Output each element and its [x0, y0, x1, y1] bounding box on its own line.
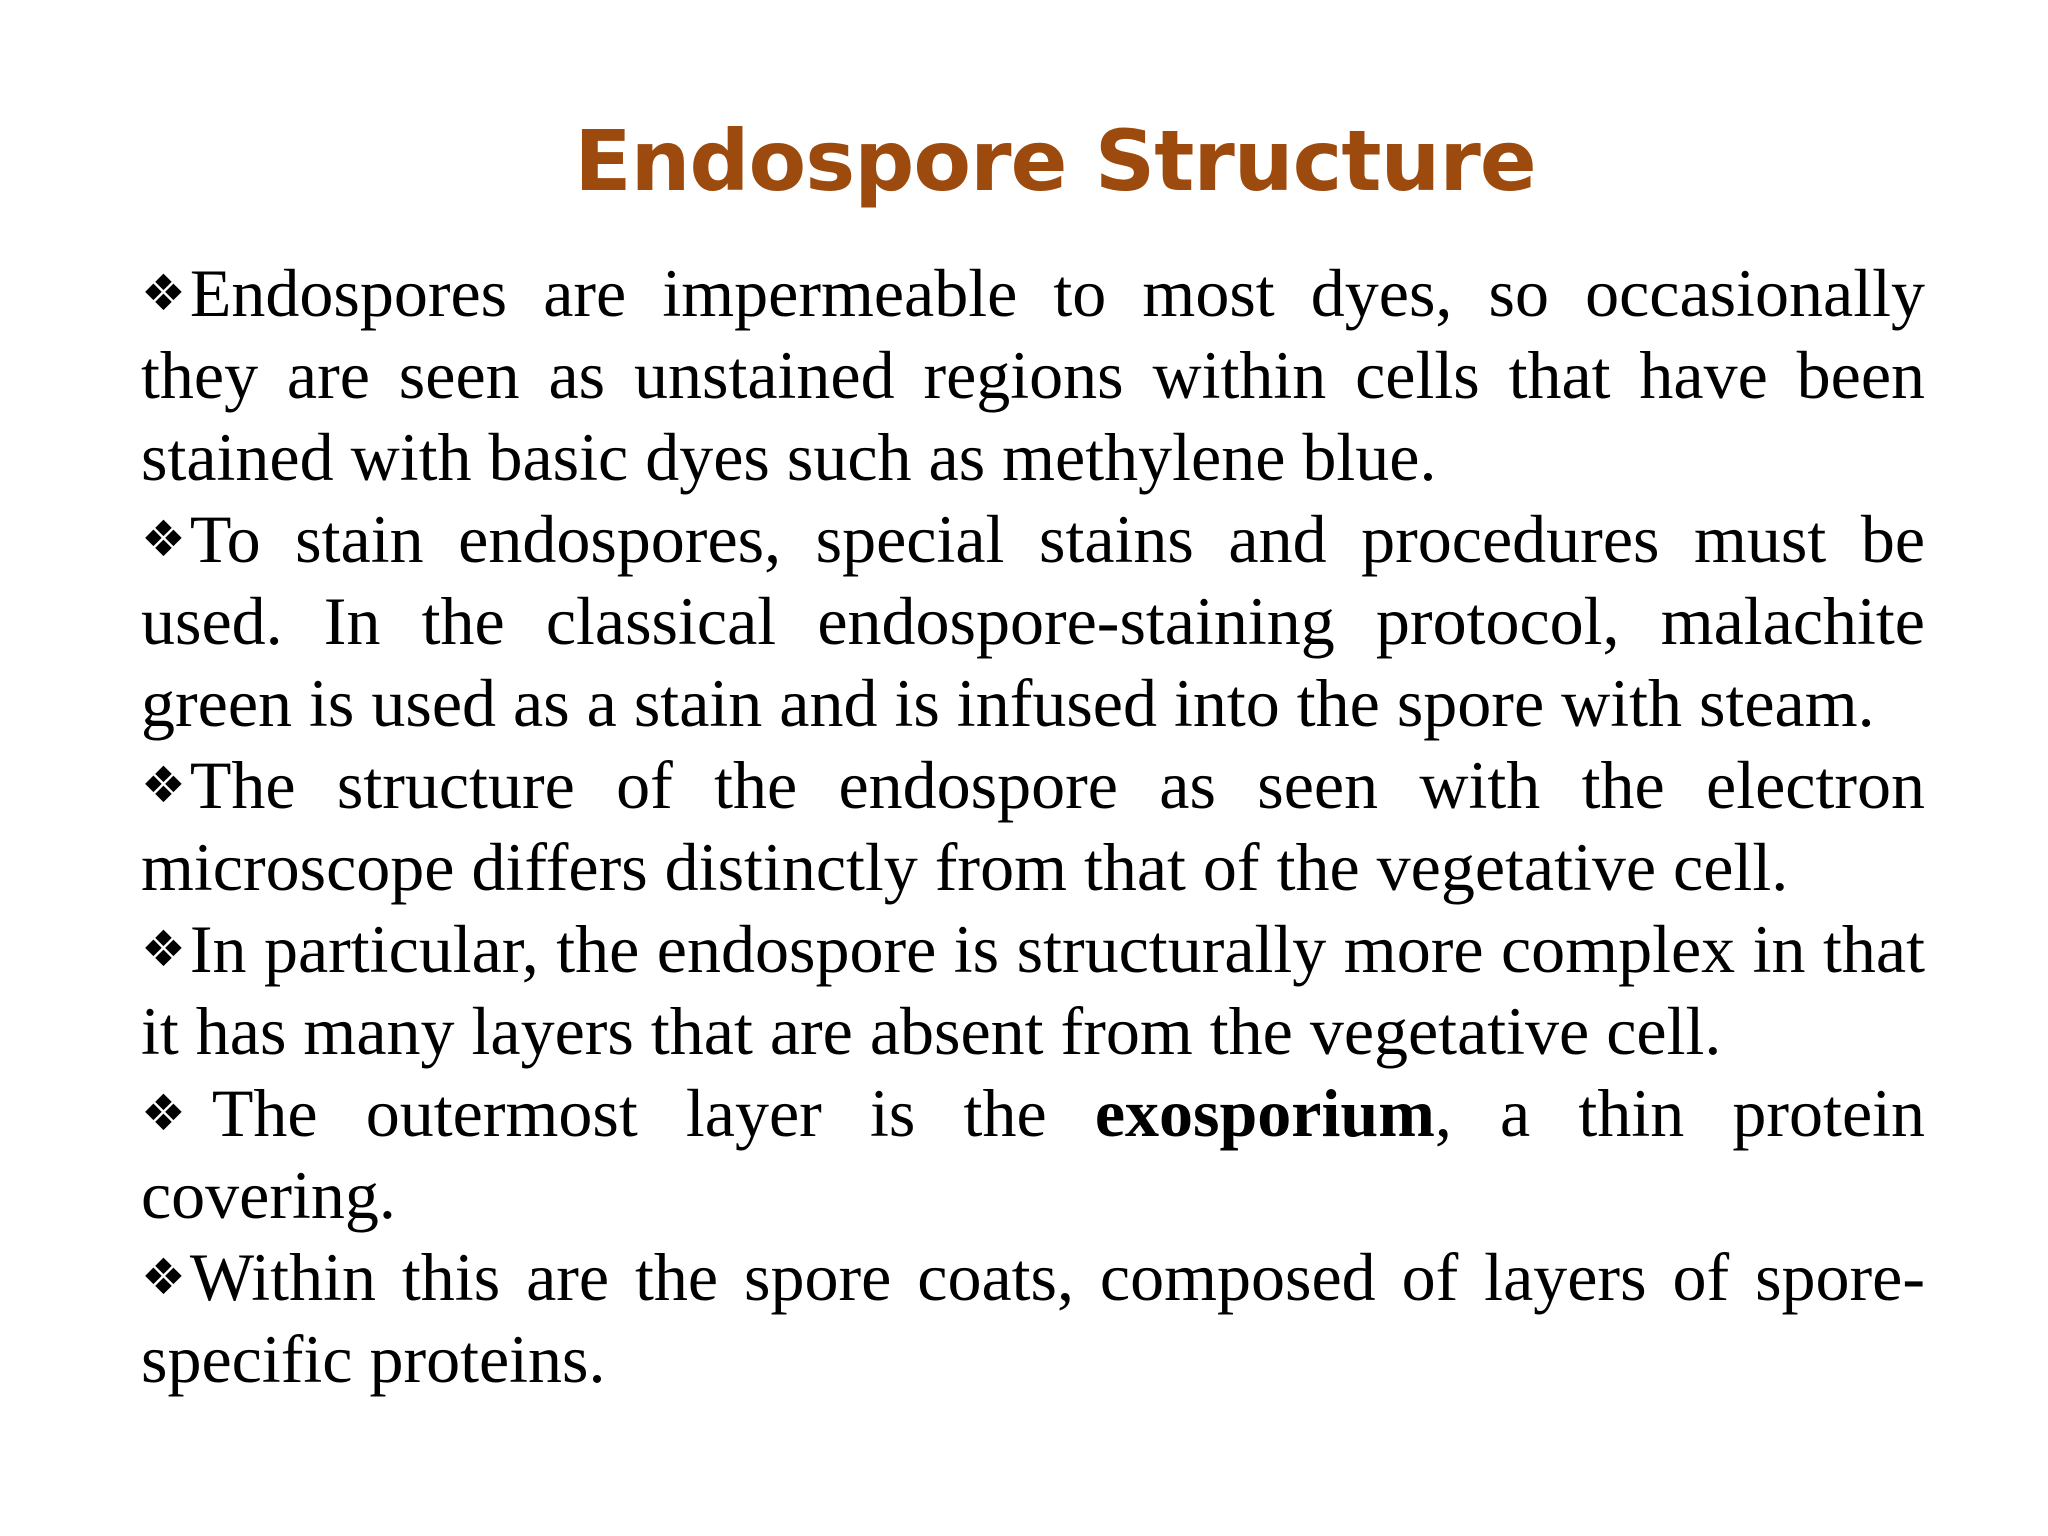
- diamond-bullet-icon: ❖: [141, 264, 186, 322]
- bullet-text: Within this are the spore coats, composed of layers of spore-specific proteins.: [141, 1239, 1925, 1397]
- bullet-point-2: [141, 498, 1925, 744]
- bullet-text: In particular, the endospore is structurally more complex in that it has many layers that are absent from the vegetative cell.: [141, 911, 1925, 1069]
- bullet-point-6: [141, 1236, 1925, 1400]
- bullet-text: Endospores are impermeable to most dyes, so occasionally they are seen as unstained regions within cells that have been stained with basic dyes such as methylene blue.: [141, 255, 1925, 495]
- diamond-bullet-icon: ❖: [141, 1248, 186, 1306]
- bullet-list: [141, 252, 1925, 1400]
- diamond-bullet-icon: ❖: [141, 510, 186, 568]
- diamond-bullet-icon: ❖: [141, 1084, 186, 1142]
- bullet-point-3: [141, 744, 1925, 908]
- bullet-point-4: [141, 908, 1925, 1072]
- bullet-text-before: The outermost layer is the: [211, 1075, 1095, 1151]
- bullet-point-1: [141, 252, 1925, 498]
- bold-term: exosporium: [1094, 1075, 1435, 1151]
- diamond-bullet-icon: ❖: [141, 920, 186, 978]
- bullet-point-5: [141, 1072, 1925, 1236]
- bullet-text: To stain endospores, special stains and procedures must be used. In the classical endospore-staining protocol, malachite green is used as a stain and is infused into the spore with steam.: [141, 501, 1925, 741]
- bullet-text-after: , a thin protein covering.: [141, 1075, 1926, 1233]
- slide-title: Endospore Structure: [574, 112, 1536, 210]
- diamond-bullet-icon: ❖: [141, 756, 186, 814]
- bullet-text: The structure of the endospore as seen with the electron microscope differs distinctly from that of the vegetative cell.: [141, 747, 1925, 905]
